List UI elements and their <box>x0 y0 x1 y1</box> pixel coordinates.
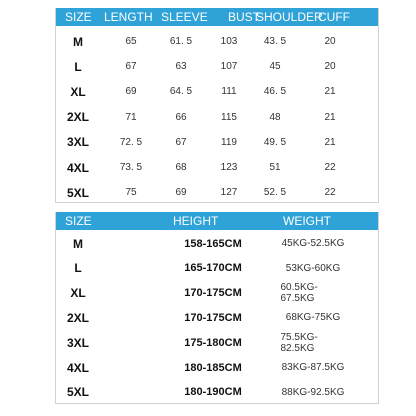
height-weight-table-header <box>56 212 378 230</box>
size-label: 3XL <box>66 335 90 350</box>
weight-value: 68KG-75KG <box>285 312 341 324</box>
size-label: 4XL <box>66 360 90 375</box>
header-sleeve: SLEEVE <box>161 10 208 24</box>
measurement-table-header <box>56 8 378 26</box>
height-value: 158-165CM <box>184 237 242 250</box>
weight-value: 83KG-87.5KG <box>281 362 345 373</box>
size-label: 5XL <box>66 385 90 400</box>
size-label: L <box>74 59 82 74</box>
table-row <box>56 281 378 306</box>
shoulder-value: 49. 5 <box>263 136 287 148</box>
header-cuff: CUFF <box>318 10 350 24</box>
sleeve-value: 69 <box>175 187 187 199</box>
shoulder-value: 45 <box>269 61 281 73</box>
bust-value: 123 <box>220 162 238 173</box>
height-value: 180-185CM <box>184 361 242 374</box>
length-value: 75 <box>125 187 137 199</box>
size-label: XL <box>70 286 86 301</box>
table-row <box>56 305 378 330</box>
weight-value: 53KG-60KG <box>285 262 341 274</box>
cuff-value: 21 <box>324 86 336 98</box>
bust-value: 107 <box>220 61 238 73</box>
length-value: 67 <box>125 61 137 73</box>
table-row <box>56 29 378 54</box>
height-value: 170-175CM <box>184 311 242 324</box>
shoulder-value: 43. 5 <box>263 36 287 47</box>
cuff-value: 21 <box>324 111 336 123</box>
table-row <box>56 330 378 355</box>
length-value: 73. 5 <box>119 162 143 173</box>
table-row <box>56 256 378 281</box>
bust-value: 119 <box>221 136 237 148</box>
sleeve-value: 64. 5 <box>169 86 193 98</box>
size-label: M <box>73 236 83 251</box>
weight-value: 88KG-92.5KG <box>281 386 345 398</box>
length-value: 69 <box>125 86 137 98</box>
shoulder-value: 52. 5 <box>263 187 287 199</box>
table-row <box>56 231 378 256</box>
shoulder-value: 46. 5 <box>263 86 287 98</box>
length-value: 65 <box>125 36 137 47</box>
table-row <box>56 180 378 205</box>
cuff-value: 21 <box>324 136 336 148</box>
header-shoulder: SHOULDER <box>256 10 323 24</box>
size-label: 4XL <box>66 160 90 175</box>
shoulder-value: 48 <box>269 111 281 123</box>
weight-value: 75.5KG-82.5KG <box>280 331 318 354</box>
header-size: SIZE <box>65 214 92 228</box>
table-row <box>56 105 378 130</box>
header-weight: WEIGHT <box>283 214 331 228</box>
size-label: 5XL <box>66 185 90 200</box>
length-value: 71 <box>125 111 137 123</box>
bust-value: 111 <box>221 86 237 98</box>
size-label: L <box>74 261 82 276</box>
height-value: 170-175CM <box>184 287 242 300</box>
length-value: 72. 5 <box>119 136 143 148</box>
sleeve-value: 61. 5 <box>169 36 193 47</box>
size-label: 2XL <box>66 310 90 325</box>
weight-value: 60.5KG-67.5KG <box>280 282 318 305</box>
table-row <box>56 155 378 180</box>
header-length: LENGTH <box>104 10 153 24</box>
size-label: 2XL <box>66 110 90 125</box>
measurement-table <box>55 8 379 203</box>
header-height: HEIGHT <box>173 214 219 228</box>
cuff-value: 20 <box>324 61 336 73</box>
sleeve-value: 67 <box>175 136 187 148</box>
cuff-value: 22 <box>324 187 336 199</box>
bust-value: 103 <box>220 36 238 47</box>
sleeve-value: 66 <box>175 111 187 123</box>
height-value: 175-180CM <box>184 336 242 349</box>
cuff-value: 22 <box>324 162 336 173</box>
table-row <box>56 380 378 405</box>
height-value: 165-170CM <box>184 262 242 275</box>
cuff-value: 20 <box>324 36 336 47</box>
size-label: M <box>73 34 83 49</box>
header-bust: BUST <box>228 10 261 24</box>
bust-value: 127 <box>220 187 238 199</box>
bust-value: 115 <box>221 111 237 123</box>
sleeve-value: 63 <box>175 61 187 73</box>
table-row <box>56 79 378 104</box>
sleeve-value: 68 <box>175 162 187 173</box>
height-value: 180-190CM <box>184 386 242 399</box>
header-size: SIZE <box>65 10 92 24</box>
table-row <box>56 355 378 380</box>
size-label: XL <box>70 84 86 99</box>
table-row <box>56 54 378 79</box>
shoulder-value: 51 <box>269 162 281 173</box>
height-weight-table <box>55 212 379 404</box>
weight-value: 45KG-52.5KG <box>281 238 345 249</box>
table-row <box>56 130 378 155</box>
size-label: 3XL <box>66 135 90 150</box>
